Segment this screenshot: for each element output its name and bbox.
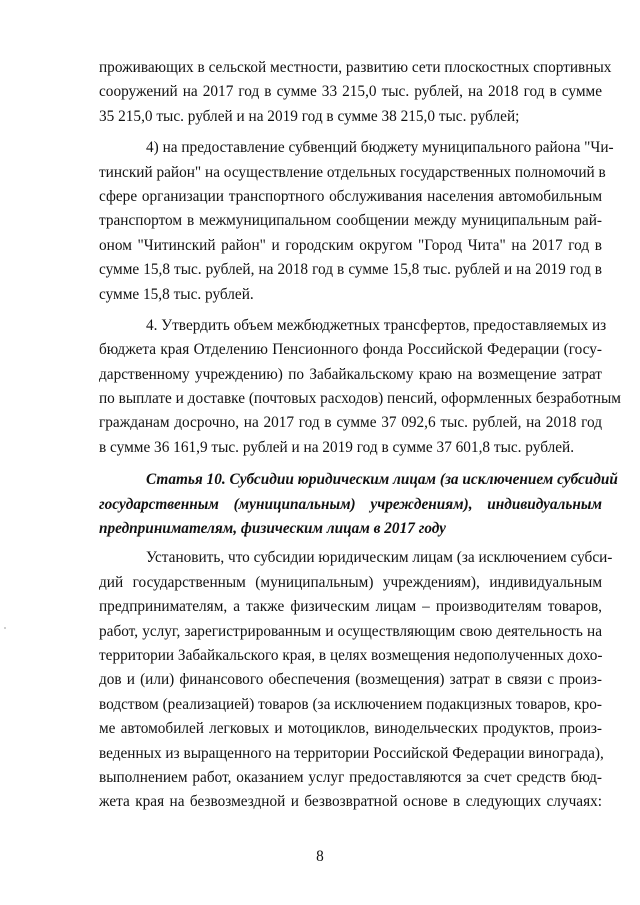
text-line: дов и (или) финансового обеспечения (возмещения) затрат в связи с произ- [99,671,602,689]
paragraph-pension-fund-transfers [99,314,621,460]
text-line: гражданам досрочно, на 2017 год в сумме 37 092,6 тыс. рублей, на 2018 год [99,414,602,432]
text-line: 4. Утвердить объем межбюджетных трансфертов, предоставляемых из [146,316,607,334]
text-line: Установить, что субсидии юридическим лицам (за исключением субси- [146,549,613,567]
text-line: веденных из выращенного на территории Российской Федерации винограда), [99,744,604,762]
text-line: работ, услуг, зарегистрированным и осуществляющим свою деятельность на [99,622,602,640]
text-line: территории Забайкальского края, в целях возмещения недополученных дохо- [99,646,603,664]
text-line: сумме 15,8 тыс. рублей. [99,285,254,303]
text-line: дарственному учреждению) по Забайкальскому краю на возмещение затрат [99,365,602,383]
text-line: в сумме 36 161,9 тыс. рублей и на 2019 год в сумме 37 601,8 тыс. рублей. [99,438,575,456]
text-line: проживающих в сельской местности, развитию сети плоскостных спортивных [99,59,612,76]
paragraph-subventions [99,136,614,307]
article-heading [99,468,618,541]
text-line: оном "Читинский район" и городским округом "Город Чита" на 2017 год в [99,236,602,254]
text-line: предпринимателям, а также физическим лицам – производителям товаров, [99,598,602,616]
page-number: 8 [316,848,324,865]
heading-line: государственным (муниципальным) учреждениям), индивидуальным [99,495,602,513]
paragraph-subsidies [99,546,613,814]
text-line: сумме 15,8 тыс. рублей, на 2018 год в сумме 15,8 тыс. рублей и на 2019 год в [99,261,602,279]
text-line: сфере организации транспортного обслуживания населения автомобильным [99,187,602,205]
text-line: по выплате и доставке (почтовых расходов) пенсий, оформленных безработным [99,390,621,408]
text-line: транспортом в межмуниципальном сообщении между муниципальным рай- [99,212,602,230]
text-line: дий государственным (муниципальным) учреждениям), индивидуальным [99,573,602,591]
text-line: бюджета края Отделению Пенсионного фонда Российской Федерации (госу- [99,341,602,359]
text-line: водством (реализацией) товаров (за исключением подакцизных товаров, кро- [99,695,602,713]
text-line: 35 215,0 тыс. рублей и на 2019 год в сумме 38 215,0 тыс. рублей; [99,107,520,125]
text-line: 4) на предоставление субвенций бюджету муниципального района "Чи- [146,139,614,157]
document-page [99,56,621,815]
text-line: жета края на безвозмездной и безвозвратной основе в следующих случаях: [99,793,602,811]
scan-artifact [4,627,6,629]
text-line: ме автомобилей легковых и мотоциклов, винодельческих продуктов, произ- [99,720,602,738]
text-line: тинский район" на осуществление отдельных государственных полномочий в [99,163,606,181]
heading-line: предпринимателям, физическим лицам в 2017 году [99,520,446,538]
paragraph-sports-facilities [99,56,612,129]
text-line: сооружений на 2017 год в сумме 33 215,0 тыс. рублей, на 2018 год в сумме [99,83,602,101]
text-line: выполнением работ, оказанием услуг предоставляются за счет средств бюд- [99,768,602,786]
heading-line: Статья 10. Субсидии юридическим лицам (за исключением субсидий [146,471,618,489]
